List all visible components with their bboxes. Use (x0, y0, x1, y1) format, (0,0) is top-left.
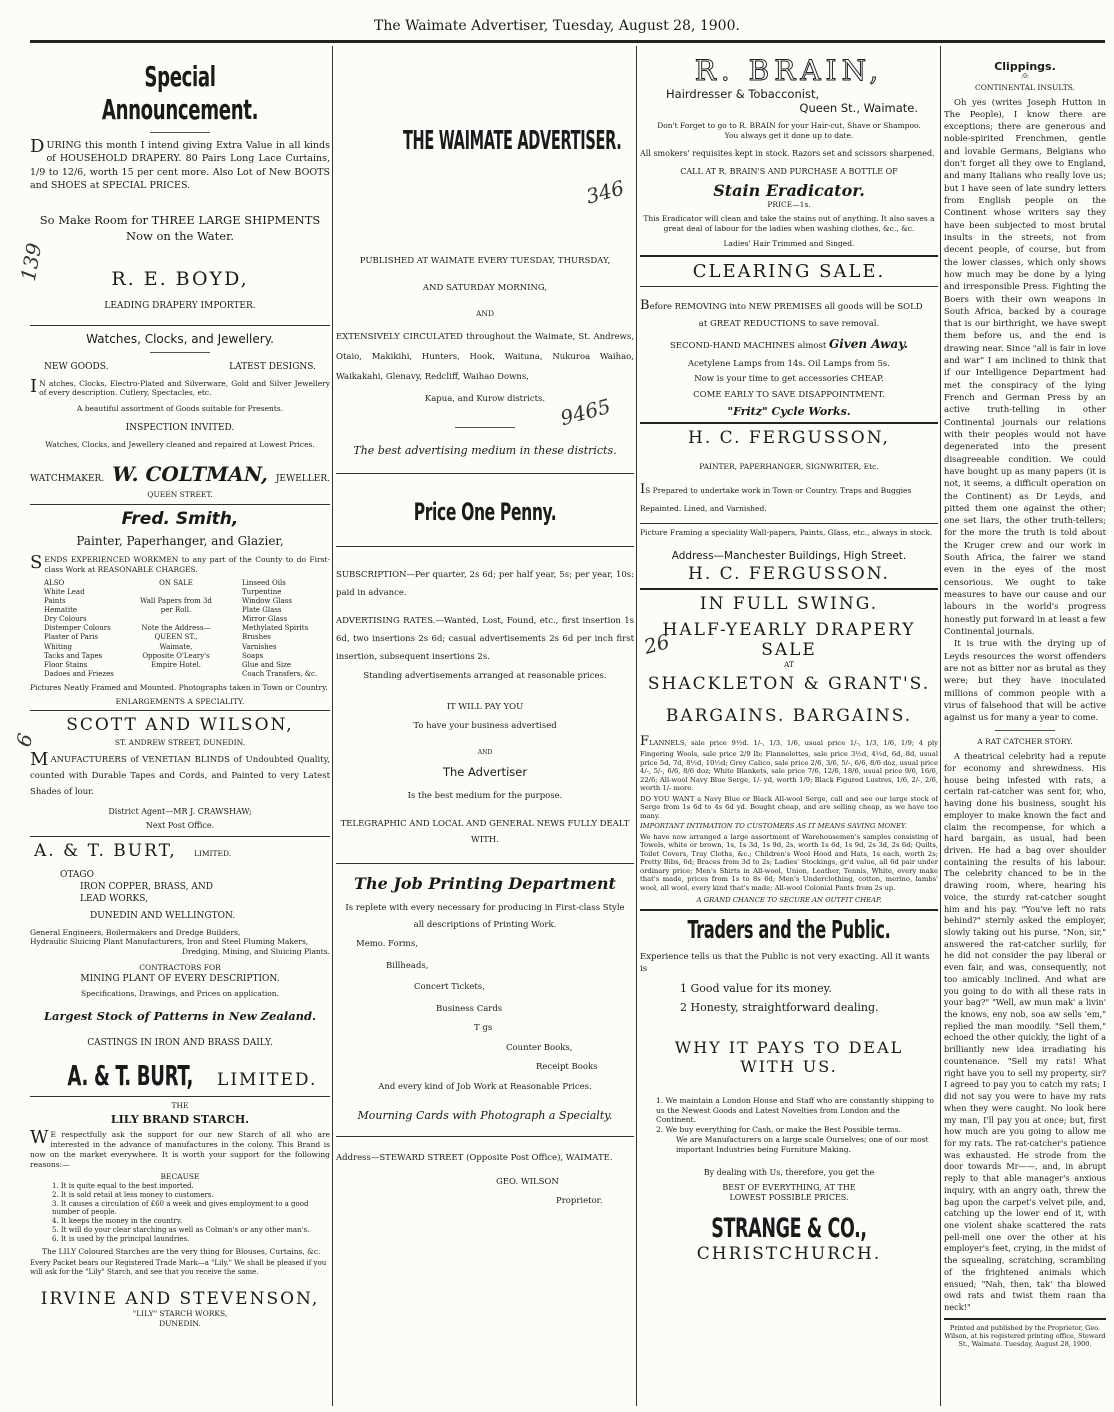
lily-every: Every Packet bears our Registered Trade Mark—a "Lily." We shall be pleased if you will ask for the "Lily" Starch, and see that you receive the same. (30, 1259, 327, 1277)
list-item: 6. It is used by the principal laundries. (52, 1234, 190, 1243)
list-item: Dry Colours (44, 615, 87, 624)
list-item: 4. It keeps the money in the country. (52, 1217, 183, 1226)
column-3 (640, 50, 938, 1410)
column-rule (332, 46, 333, 1406)
list-item: Hematite (44, 606, 78, 615)
new-goods-label: NEW GOODS. (44, 361, 109, 372)
list-item: Soaps (242, 651, 264, 660)
list-item: Paints (44, 597, 66, 606)
list-item: Brushes (242, 633, 271, 642)
medium-purpose-text: Is the best medium for the purpose. (407, 790, 563, 801)
at-label: AT (783, 660, 794, 670)
lily-body: W E respectfully ask the support for our new Starch of all who are interested in the advance of manufactures in the colony. This Brand is now on the market everywhere. It is worth your support for the following reasons:— (30, 1127, 330, 1169)
list-item: Wall Papers from 3d (140, 597, 212, 606)
advertising-rates-text: ADVERTISING RATES.—Wanted, Lost, Found, etc., first insertion 1s 6d, two insertions 2s 6d; casual advertisements 2s 6d per inch first insertion, subsequent insertions 2s. (336, 616, 634, 662)
burt-otago: OTAGO (60, 870, 94, 881)
the-advertiser-text: The Advertiser (442, 764, 528, 779)
irvine-works: "LILY" STARCH WORKS, (132, 1309, 228, 1319)
smith-trade: Painter, Paperhanger, and Glazier, (76, 533, 284, 548)
pencil-mark: 346 (583, 175, 627, 209)
business-cards: Business Cards (436, 1003, 503, 1014)
assortment-text: A beautiful assortment of Goods suitable for Presents. (76, 404, 284, 414)
clearing-sale-title: CLEARING SALE. (692, 261, 886, 283)
list-item: Note the Address— (141, 624, 211, 633)
list-item: QUEEN ST., (154, 633, 198, 642)
scott-body: MANUFACTURERS of VENETIAN BLINDS of Undoubted Quality, counted with Durable Tapes and Cords, and Painted to very Latest Shades of lour. (30, 749, 330, 798)
flannels-text: FLANNELS, sale price 9½d. 1/-, 1/3, 1/6, usual price 1/-, 1/3, 1/6, 1/9; 4 ply Fingering Wools, sale price 2/9 lb; Flannelettes, sale price 3½d, 4½d, 6d, 8d, usual price 5d, 7d, 8½d, 10½d; Grey Calico, sale price 2/6, 3/6, 5/-, 6/6, 8/6 doz, usual price 4/-, 5/-, 6/6, 8/6 doz; White Blankets, sale price 7/6, 12/6, 18/6, usual price 9/6, 16/6, 22/6; All-wool Navy Blue Serge, 1/- yd, worth 1/9; Black Figured Lustres, 1/6, 2/-, 2/6, worth 1/- more. (640, 733, 938, 793)
list-item (132, 588, 220, 597)
clearing-p6: COME EARLY TO SAVE DISAPPOINTMENT. (693, 389, 885, 400)
watchmaker-label: WATCHMAKER. (30, 473, 105, 484)
telegraphic-text: TELEGRAPHIC AND LOCAL AND GENERAL NEWS FULLY DEALT WITH. (340, 819, 630, 846)
column-1 (30, 50, 330, 1410)
stain-price: PRICE—1s. (767, 200, 811, 210)
clippings-title: Clippings. (994, 60, 1056, 73)
clipping-paragraph-3: A theatrical celebrity had a repute for economy and shrewdness. His house being infested with rats, a certain rat-catcher was sent for, who, having done his business, sought his employer to make known the fact and claim the recompense, for which a hard bargain, as usual, had been driven. He had a bag over shoulder containing the results of his labour. The celebrity chanced to be in the drawing room, where, hearing his voice, the sturdy rat-catcher sought him and his pay. "You've left no rats behind?" sternly asked the employer, slowly taking out his purse. "Non, sir," answered the rat-catcher surlily, for he did not consider the pay liberal or even fair, and was, consequently, not too amicably inclined. And what are you going to do with all these rats in your bag?" "Well, aw mun mak' a livin' the knows, eny nob, soa aw sells 'em," replied the man moodily. "Sell them," echoed the other quickly, the light of a brilliantly new idea irradiating his countenance. "Sell my rats! What right have you to sell my property, sir? I agreed to pay you to catch my rats; I did not say you were to have my rats when they were caught. No look here my man, I'll pay you at once; but, first how much are you going to allow me for my rats. The rat-catcher's patience was exhausted. He strode from the door towards Mr——, and, in abrupt reply to that able manager's anxious inquiry, with an angry oath, threw the bag upon the carpet's velvet pile, and, catching up the lower end of it, with one violent shake scattered the rats pell-mell one over the other at his employer's feet, crying, in the midst of the squealing, scratching, scrambling of the frightened animals which ensued; "Nah, then, tak' tha blowed owd rats and twist them raan tha neck!" (944, 751, 1106, 1313)
special-announcement-title: Special Announcement. (101, 60, 259, 126)
and-1: AND (476, 308, 494, 318)
price-one-penny: Price One Penny. (413, 498, 557, 527)
smith-stock-list (30, 579, 330, 679)
list-item: per Roll. (160, 606, 192, 615)
watches-title: Watches, Clocks, and Jewellery. (86, 331, 274, 346)
why-it-pays: WHY IT PAYS TO DEAL (674, 1037, 904, 1057)
traders-title: Traders and the Public. (687, 915, 891, 945)
continental-insults-heading: CONTINENTAL INSULTS. (975, 82, 1075, 92)
lily-coloured: The LILY Coloured Starches are the very thing for Blouses, Curtains, &c. (42, 1247, 321, 1257)
grand-chance: A GRAND CHANCE TO SECURE AN OUTFIT CHEAP. (696, 896, 882, 905)
experience-text: Experience tells us that the Public is not very exacting. All it wants is (640, 952, 930, 974)
honesty-item: 2 Honesty, straightforward dealing. (680, 1001, 879, 1015)
boyd-sub: LEADING DRAPERY IMPORTER. (104, 301, 256, 312)
list-item: 5. It will do your clear starching as well as Colman's or any other man's. (52, 1225, 310, 1234)
list-item: White Lead (44, 587, 85, 596)
geo-wilson: GEO. WILSON (496, 1176, 559, 1187)
lily-the: THE (171, 1100, 189, 1110)
list-item: Turpentine (242, 587, 282, 596)
brain-dont-forget: Don't Forget to go to R. BRAIN for your Hair-cut, Shave or Shampoo. (657, 121, 921, 130)
scott-wilson-name: SCOTT AND WILSON, (66, 715, 294, 736)
pencil-mark: 9465 (557, 393, 614, 431)
irvine-city: DUNEDIN. (159, 1319, 201, 1329)
subscription-text: SUBSCRIPTION—Per quarter, 2s 6d; per half year, 5s; per year, 10s: paid in advance. (336, 570, 634, 599)
burt-name: A. & T. BURT, (34, 841, 177, 862)
pencil-mark: 139 (15, 241, 47, 283)
latest-designs-label: LATEST DESIGNS. (229, 361, 316, 372)
clearing-p1: Before REMOVING into NEW PREMISES all goods will be SOLD (640, 298, 923, 314)
districts-text: Kapua, and Kurow districts. (424, 393, 546, 404)
irvine-name: IRVINE AND STEVENSON, (40, 1289, 320, 1310)
and-2: AND (477, 748, 493, 756)
clearing-p2: at GREAT REDUCTIONS to save removal. (698, 318, 880, 329)
enlargements-text: ENLARGEMENTS A SPECIALITY. (115, 696, 245, 706)
clippings-separator: :0: (1021, 73, 1029, 80)
list-item: Whiting (44, 642, 72, 651)
list-item: Coach Transfers, &c. (242, 669, 318, 678)
burt-dredging: Dredging, Mining, and Sluicing Plants. (181, 947, 330, 957)
ladies-hair: Ladies' Hair Trimmed and Singed. (723, 239, 855, 249)
column-4 (944, 50, 1106, 1410)
mourning-text: Mourning Cards with Photograph a Specialty. (357, 1109, 613, 1123)
burt-castings: CASTINGS IN IRON AND BRASS DAILY. (87, 1037, 273, 1048)
list-item: Tacks and Tapes (44, 651, 103, 660)
special-announcement-body: DURING this month I intend giving Extra Value in all kinds of HOUSEHOLD DRAPERY. 80 Pairs Long Lace Curtains, 1/9 to 12/6, worth 15 per cent more. Also Lot of New BOOTS and SHOES at SPECIAL PRICES. (30, 136, 330, 191)
fritz-works: "Fritz" Cycle Works. (727, 404, 851, 418)
standing-text: Standing advertisements arranged at reasonable prices. (363, 670, 607, 681)
burt-works: IRON COPPER, BRASS, AND LEAD WORKS, (80, 882, 213, 905)
stain-eradicator: Stain Eradicator. (713, 181, 865, 201)
list-item: Distemper Colours (44, 624, 111, 633)
published-line: PUBLISHED AT WAIMATE EVERY TUESDAY, THURSDAY, (359, 256, 611, 266)
brain-street: Queen St., Waimate. (799, 101, 918, 115)
memo-forms: Memo. Forms, (356, 939, 418, 950)
smith-name: Fred. Smith, (121, 508, 239, 529)
burt-hydraulic: Hydraulic Sluicing Plant Manufacturers, Iron and Steel Fluming Makers, (30, 937, 309, 947)
fergusson-name: H. C. FERGUSSON, (688, 427, 890, 448)
list-item: Mirror Glass (242, 615, 288, 624)
inspection-text: INSPECTION INVITED. (125, 422, 235, 433)
burt-spec: Specifications, Drawings, and Prices on application. (81, 988, 279, 998)
sale-title: SALE (761, 640, 817, 661)
fergusson-trade: PAINTER, PAPERHANGER, SIGNWRITER, Etc. (699, 461, 879, 471)
fergusson-name-2: H. C. FERGUSSON. (688, 564, 890, 585)
burt-big-name: A. & T. BURT, (67, 1058, 193, 1092)
best-medium-text: The best advertising medium in these districts. (353, 444, 617, 458)
counter-books: Counter Books, (506, 1042, 573, 1053)
reason-3: We are Manufacturers on a large scale Ourselves; one of our most important Industries being Furniture Making. (676, 1134, 929, 1154)
job-printing-title: The Job Printing Department (354, 873, 616, 893)
picture-framing: Picture Framing a speciality Wall-papers, Paints, Glass, etc., always in stock. (640, 527, 933, 537)
list-item: 1. It is quite equal to the best imported. (52, 1182, 194, 1191)
clipping-paragraph-2: It is true with the drying up of Leyds resources the worst offenders are not as bitter nor as brutal as they were; but they have inoculated millions of common people with a virus of falsehood that will be active against us for many a year to come. (944, 639, 1106, 724)
shackleton-grant: SHACKLETON & GRANT'S. (647, 673, 931, 694)
descriptions-text: all descriptions of Printing Work. (413, 919, 557, 930)
imprint-text: Printed and published by the Proprietor, Geo. Wilson, at his registered printing office, Steward St., Waimate. Tuesday, August 28, 1900. (944, 1323, 1106, 1348)
scott-next: Next Post Office. (145, 821, 215, 831)
replete-text: Is replete with every necessary for producing in First-class Style (345, 902, 625, 913)
masthead: The Waimate Advertiser, Tuesday, August 28, 1900. (374, 18, 740, 34)
list-item: Window Glass (242, 597, 292, 606)
lily-reasons (30, 1182, 330, 1243)
reason-1: 1. We maintain a London House and Staff who are constantly shipping to us the Newest Goods and Latest Novelties from London and the Continent. (656, 1095, 934, 1125)
list-item: Plate Glass (242, 606, 282, 615)
burt-mining: MINING PLANT OF EVERY DESCRIPTION. (80, 973, 280, 984)
brain-up-to-date: You always get it done up to date. (724, 130, 854, 140)
serge-text: DO YOU WANT a Navy Blue or Black All-wool Serge, call and see our large stock of Serge from 1s 6d to 4s 6d yd. Bought cheap, and are selling cheap, as we have too many. (640, 794, 938, 820)
by-dealing: By dealing with Us, therefore, you get the (703, 1168, 875, 1178)
list-item: Glue and Size (242, 660, 291, 669)
framed-text: Pictures Neatly Framed and Mounted. Photographs taken in Town or Country. (30, 682, 328, 692)
list-item: ALSO (44, 578, 65, 587)
column-2 (336, 50, 634, 1410)
list-item: 2. It is sold retail at less money to customers. (52, 1190, 214, 1199)
paper-title: THE WAIMATE ADVERTISER. (402, 126, 622, 156)
on-water-text: Now on the Water. (126, 229, 234, 244)
list-item: Linseed Oils (242, 578, 286, 587)
brain-call: CALL AT R. BRAIN'S AND PURCHASE A BOTTLE OF (680, 167, 898, 177)
list-item: Waimate, (159, 642, 193, 651)
list-item: Methylated Spirits (242, 624, 309, 633)
lily-title: LILY BRAND STARCH. (110, 1113, 250, 1127)
lowest-prices: LOWEST POSSIBLE PRICES. (729, 1193, 849, 1203)
will-pay-text: IT WILL PAY YOU (446, 702, 524, 713)
burt-cities: DUNEDIN AND WELLINGTON. (90, 910, 236, 921)
list-item: Plaster of Paris (44, 633, 99, 642)
brain-trade: Hairdresser & Tobacconist, (666, 87, 820, 101)
pencil-mark: 6 (11, 730, 38, 750)
clearing-p5: Now is your time to get accessories CHEAP. (694, 374, 884, 385)
to-have-text: To have your business advertised (413, 721, 557, 732)
reason-2: 2. We buy everything for Cash, or make the Best Possible terms. (656, 1125, 901, 1134)
clearing-p3: SECOND-HAND MACHINES almost Given Away. (669, 337, 909, 352)
important-intimation: IMPORTANT INTIMATION TO CUSTOMERS AS IT MEANS SAVING MONEY. (640, 821, 907, 830)
half-yearly-title: HALF-YEARLY DRAPERY (662, 620, 916, 641)
list-item: 3. It causes a circulation of £60 a week and gives employment to a good number of people. (52, 1199, 309, 1217)
fergusson-address: Address—Manchester Buildings, High Street. (671, 550, 907, 563)
burt-contractors: CONTRACTORS FOR (139, 962, 221, 972)
watches-body: I N atches, Clocks, Electro-Plated and Silverware, Gold and Silver Jewellery of every description. Cutlery, Spectacles, etc. (30, 375, 330, 398)
repair-text: Watches, Clocks, and Jewellery cleaned and repaired at Lowest Prices. (45, 440, 315, 450)
best-of-everything: BEST OF EVERYTHING, AT THE (722, 1182, 856, 1192)
burt-ltd: LIMITED. (193, 849, 232, 859)
saturday-line: AND SATURDAY MORNING, (422, 283, 548, 294)
queen-street-text: QUEEN STREET. (147, 489, 213, 499)
stain-description: This Eradicator will clean and take the stains out of anything. It also saves a great deal of labour for the ladies when washing clothes, &c., &c. (643, 213, 935, 233)
boyd-name: R. E. BOYD, (111, 268, 249, 291)
list-item: ON SALE (159, 578, 193, 587)
christchurch: CHRISTCHURCH. (696, 1244, 882, 1265)
rat-catcher-heading: A RAT CATCHER STORY. (977, 737, 1073, 747)
concert-tickets: Concert Tickets, (414, 982, 485, 993)
warehouse-samples-text: We have now arranged a large assortment of Warehousemen's samples consisting of Towels, white or brown, 1s, 1s 3d, 1s 9d, 2s, worth 1s 6d, 1s 9d, 2s 3d, 2s 6d; Quilts, Toilet Covers, Tray Cloths, &c.; Children's Wool Hood and Hats, 1s each, worth 2s; Pretty Bibs, 6d; Braces from 3d to 2s; Ladies' Stockings, gr'd value, all 6d pair under ordinary price; Men's Shirts in All-wool, Union, Leather, Tennis, White, every make that's made, prices from 1s to 8s 6d; Men's Underclothing, cotton, merino, lambs' wool, all wool, every kind that's made; All-wool Colonial Pants from 2s up. (640, 832, 938, 892)
circulated-text: EXTENSIVELY CIRCULATED throughout the Waimate, St. Andrews, Otaio, Makikihi, Hunters, Hook, Waituna, Nukuroa Waihao, Waikakahi, Glenavy, Redcliff, Waihao Downs, (336, 331, 634, 383)
receipt-books: Receipt Books (536, 1062, 598, 1073)
jeweller-label: JEWELLER. (275, 473, 330, 484)
coltman-name: W. COLTMAN, (112, 461, 268, 486)
burt-largest: Largest Stock of Patterns in New Zealand. (43, 1008, 317, 1023)
address-text: Address—STEWARD STREET (Opposite Post Office), WAIMATE. (336, 1153, 613, 1164)
fergusson-body: IS Prepared to undertake work in Town or Country. Traps and Buggies Repainted. Lined, and Varnished. (640, 481, 912, 514)
pencil-mark: 26 (641, 629, 673, 659)
list-item: Empire Hotel. (151, 660, 201, 669)
tags: T gs (474, 1023, 493, 1034)
every-kind-text: And every kind of Job Work at Reasonable Prices. (378, 1081, 592, 1092)
scott-street: ST. ANDREW STREET, DUNEDIN. (114, 738, 246, 748)
list-item: Opposite O'Leary's (142, 651, 210, 660)
proprietor-label: Proprietor. (556, 1196, 603, 1207)
good-value-item: 1 Good value for its money. (680, 981, 832, 995)
lily-because: BECAUSE (160, 1172, 200, 1182)
burt-engineers: General Engineers, Boilermakers and Dredge Builders, (30, 927, 241, 937)
list-item: Dadoes and Friezes (44, 669, 114, 678)
masthead-rule (30, 40, 1105, 43)
smith-body: SENDS EXPERIENCED WORKMEN to any part of the County to do First-class Work at REASONABLE CHARGES. (30, 552, 330, 575)
brain-name: R. BRAIN, (694, 54, 884, 87)
burt-big-ltd: LIMITED. (217, 1069, 318, 1090)
strange-co: STRANGE & CO., (711, 1213, 867, 1245)
list-item: Floor Stains (44, 660, 88, 669)
column-rule (940, 46, 941, 1406)
column-rule (636, 46, 637, 1406)
shipments-text: So Make Room for THREE LARGE SHIPMENTS (39, 213, 321, 228)
brain-smokers: All smokers' requisites kept in stock. Razors set and scissors sharpened. (640, 148, 935, 158)
scott-agent: District Agent—MR J. CRAWSHAW; (108, 806, 252, 816)
list-item (132, 615, 220, 624)
clipping-paragraph-1: Oh yes (writes Joseph Hutton in The People), I know there are exceptions; there are generous and noble-spirited Frenchmen, gentle and lovable Germans, Belgians who don't forget all they owe to England, and many Italians who really love us; but I have seen of late sundry letters from English people on the Continent whose writers say they have been subjected to most brutal insults in the streets, not from decent people, of course, but from the lower classes, which only shows how much may be done by a lying and irresponsible Press. Fighting the Boers with their own weapons in South Africa, backed by a courage that is our birthright, we have swept them before us, and the end is drawing near. Since "all is fair in love and war" I am inclined to think that if our Intelligence Department had met the conspiracy of the lying French and German Press by an active truth-telling in other Continental journals our relations with their peoples would not have degenerated into the present disagreeable condition. We could have bought up as many papers (it is not, it seems, a difficult operation on the Continent) as Dr Leyds, and pitted them one against the other; one set liars, the other truth-tellers; for the more the truth is told about the Kruger crew and our work in South Africa, the fairer we stand even in the eyes of the most censorious. We ought to take measures to have our cause and our labours in the world's progress honestly put forward in at least a few Continental journals. (944, 97, 1106, 637)
bargains-title: BARGAINS. BARGAINS. (665, 705, 913, 726)
billheads: Billheads, (386, 960, 429, 971)
full-swing-title: IN FULL SWING. (699, 594, 879, 615)
with-us: WITH US. (740, 1056, 838, 1076)
clearing-p4: Acetylene Lamps from 14s. Oil Lamps from 5s. (688, 358, 890, 369)
list-item: Varnishes (242, 642, 277, 651)
